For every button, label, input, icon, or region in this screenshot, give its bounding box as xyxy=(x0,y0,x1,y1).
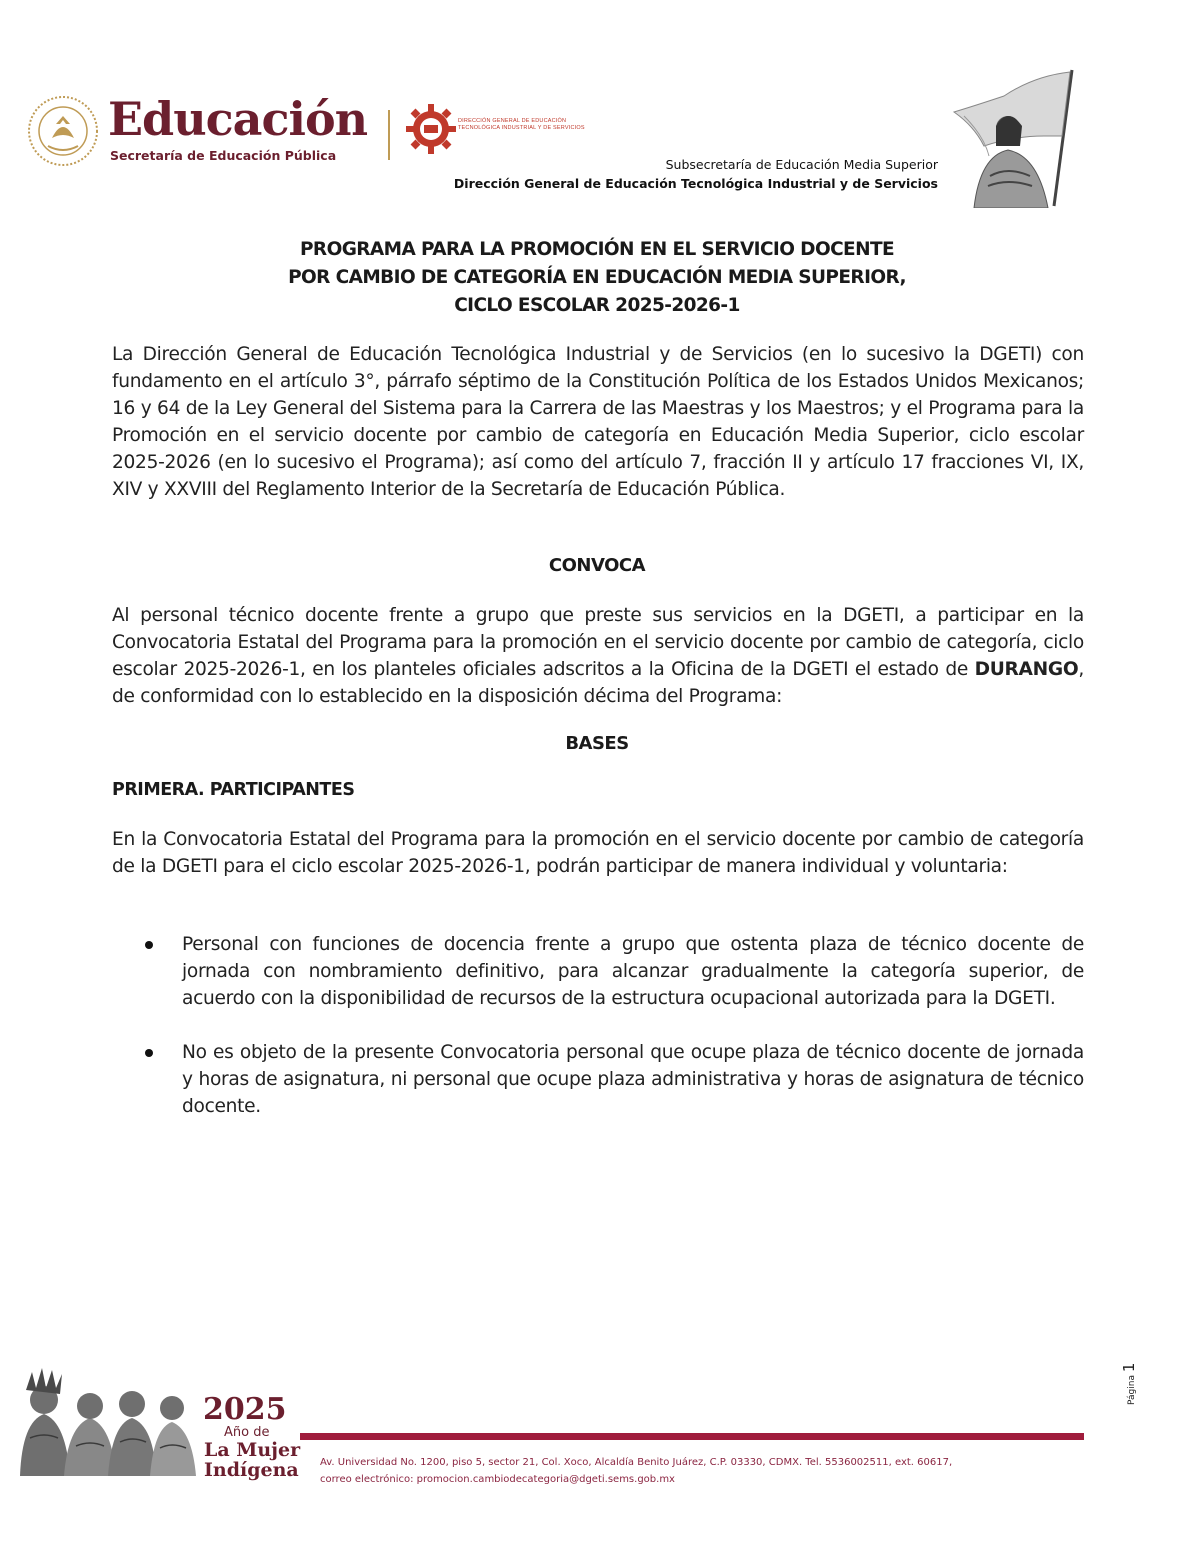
participantes-paragraph: En la Convocatoria Estatal del Programa para la promoción en el servicio docente por cambio de categoría de la DGETI para el ciclo escolar 2025-2026-1, podrán participar de manera individual y voluntaria: xyxy=(112,829,1084,877)
ano-de-label: Año de xyxy=(224,1425,270,1440)
title-line-2: POR CAMBIO DE CATEGORÍA EN EDUCACIÓN MEDIA SUPERIOR, xyxy=(288,267,906,288)
footer-email: correo electrónico: promocion.cambiodecategoria@dgeti.sems.gob.mx xyxy=(320,1474,675,1485)
direccion-label: Dirección General de Educación Tecnológica Industrial y de Servicios xyxy=(453,176,938,191)
intro-paragraph: La Dirección General de Educación Tecnológica Industrial y de Servicios (en lo sucesivo la DGETI) con fundamento en el artículo 3°, párrafo séptimo de la Constitución Política de los Estados Unidos Mexicanos; 16 y 64 de la Ley General del Sistema para la Carrera de las Maestras y los Maestros; y el Programa para la Promoción en el servicio docente por cambio de categoría en Educación Media Superior, ciclo escolar 2025-2026 (en lo sucesivo el Programa); así como del artículo 7, fracción II y artículo 17 fracciones VI, IX, XIV y XXVIII del Reglamento Interior de la Secretaría de Educación Pública. xyxy=(112,344,1084,500)
mujer-indigena-label xyxy=(204,1440,300,1480)
bullet-icon xyxy=(145,1049,153,1057)
indigenous-women-illustration-icon xyxy=(14,1362,200,1476)
convocatoria-paragraph xyxy=(112,602,1084,710)
logo-divider xyxy=(388,110,390,160)
state-name: DURANGO xyxy=(974,659,1079,680)
document-title xyxy=(112,236,1082,320)
convoca-heading: CONVOCA xyxy=(548,555,646,576)
mexico-coat-of-arms-icon xyxy=(26,94,100,168)
convocatoria-text-after: , de conformidad con lo establecido en la disposición décima del Programa: xyxy=(112,659,1084,707)
subsecretaria-label: Subsecretaría de Educación Media Superior xyxy=(665,157,938,172)
dgeti-gear-logo-icon xyxy=(406,104,456,154)
bases-heading: BASES xyxy=(565,733,629,754)
la-mujer-text: La Mujer xyxy=(204,1439,301,1461)
dgeti-logo-text: DIRECCIÓN GENERAL DE EDUCACIÓN TECNOLÓGICA INDUSTRIAL Y DE SERVICIOS xyxy=(458,118,585,131)
title-line-1: PROGRAMA PARA LA PROMOCIÓN EN EL SERVICIO DOCENTE xyxy=(299,239,895,260)
page-number xyxy=(1120,1363,1138,1405)
list-item-text: Personal con funciones de docencia frente a grupo que ostenta plaza de técnico docente de jornada con nombramiento definitivo, para alcanzar gradualmente la categoría superior, de acuerdo con la disponibilidad de recursos de la estructura ocupacional autorizada para la DGETI. xyxy=(182,934,1084,1009)
list-item xyxy=(112,1039,1084,1120)
footer-divider xyxy=(300,1433,1084,1440)
page-label: Página xyxy=(1127,1375,1137,1405)
header-dependency xyxy=(454,155,938,193)
convocatoria-text-before: Al personal técnico docente frente a grupo que preste sus servicios en la DGETI, a participar en la Convocatoria Estatal del Programa para la promoción en el servicio docente por cambio de categoría, ciclo escolar 2025-2026-1, en los planteles oficiales adscritos a la Oficina de la DGETI el estado de xyxy=(112,605,1084,680)
footer-contact xyxy=(320,1454,952,1488)
page-number-value: 1 xyxy=(1120,1362,1138,1373)
sep-subtitle: Secretaría de Educación Pública xyxy=(110,148,337,163)
footer-address: Av. Universidad No. 1200, piso 5, sector 21, Col. Xoco, Alcaldía Benito Juárez, C.P. 03330, CDMX. Tel. 5536002511, ext. 60617, xyxy=(320,1457,953,1468)
title-line-3: CICLO ESCOLAR 2025-2026-1 xyxy=(454,295,740,316)
participantes-list xyxy=(112,931,1084,1120)
primera-participantes-heading: PRIMERA. PARTICIPANTES xyxy=(112,780,355,800)
woman-with-flag-illustration-icon xyxy=(944,66,1084,208)
list-item xyxy=(112,931,1084,1012)
year-2025-label: 2025 xyxy=(203,1392,287,1427)
list-item-text: No es objeto de la presente Convocatoria personal que ocupe plaza de técnico docente de jornada y horas de asignatura, ni personal que ocupe plaza administrativa y horas de asignatura de técnico docente. xyxy=(182,1042,1084,1117)
bullet-icon xyxy=(145,941,153,949)
indigena-text: Indígena xyxy=(204,1459,299,1481)
educacion-logo-wordmark: Educación xyxy=(108,92,368,146)
